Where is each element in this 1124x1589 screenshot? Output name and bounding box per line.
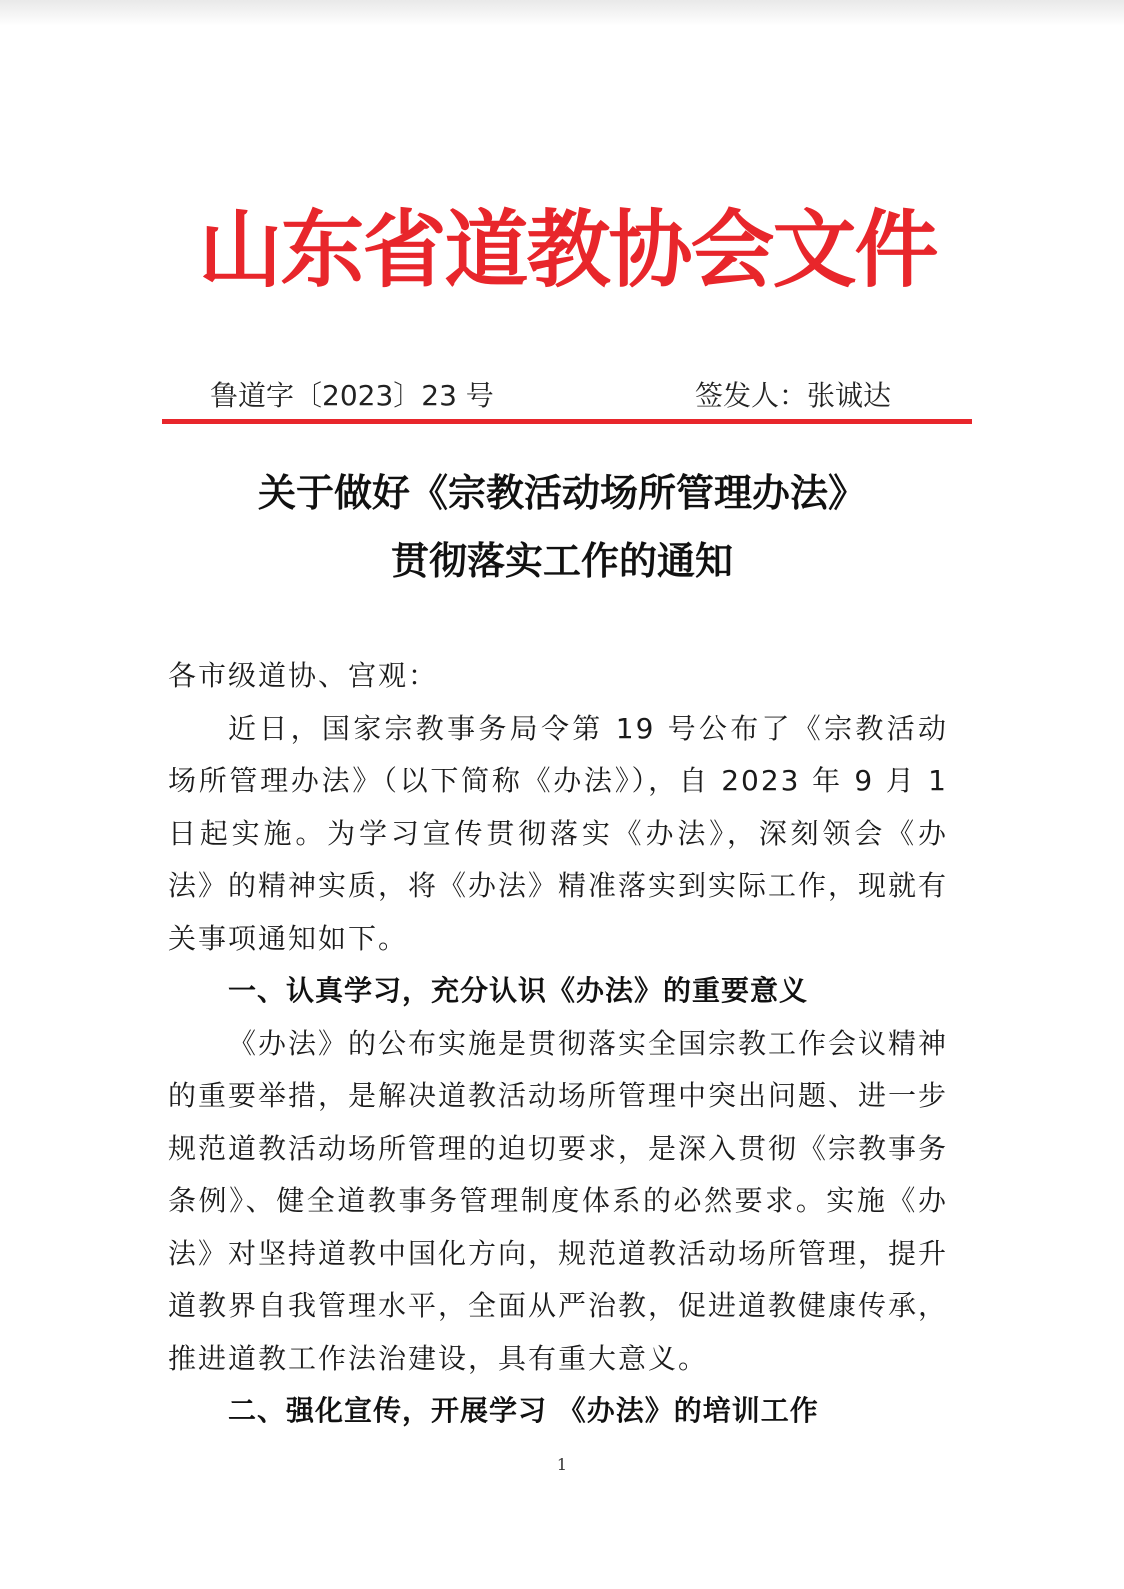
intro-paragraph: 近日，国家宗教事务局令第 19 号公布了《宗教活动场所管理办法》（以下简称《办法》），自 2023 年 9 月 1 日起实施。为学习宣传贯彻落实《办法》，深刻领会《办法》的精神实质，将《办法》精准落实到实际工作，现就有关事项通知如下。 xyxy=(168,711,949,955)
document-body xyxy=(168,650,948,1438)
section-1-paragraph: 《办法》的公布实施是贯彻落实全国宗教工作会议精神的重要举措，是解决道教活动场所管理中突出问题、进一步规范道教活动场所管理的迫切要求，是深入贯彻《宗教事务条例》、健全道教事务管理制度体系的必然要求。实施《办法》对坚持道教中国化方向，规范道教活动场所管理，提升道教界自我管理水平，全面从严治教，促进道教健康传承，推进道教工作法治建设，具有重大意义。 xyxy=(168,1026,949,1375)
org-header-title: 山东省道教协会文件 xyxy=(198,200,937,299)
document-title-line-2: 贯彻落实工作的通知 xyxy=(390,538,733,583)
section-1-heading: 一、认真学习，充分认识《办法》的重要意义 xyxy=(228,974,809,1007)
scan-edge xyxy=(0,0,1124,26)
issuer: 签发人：张诚达 xyxy=(695,379,892,412)
section-2-heading: 二、强化宣传，开展学习 《办法》的培训工作 xyxy=(228,1394,819,1427)
salutation: 各市级道协、宫观： xyxy=(168,659,439,692)
doc-number: 鲁道字〔2023〕23 号 xyxy=(210,379,494,412)
document-title-line-1: 关于做好《宗教活动场所管理办法》 xyxy=(257,470,866,515)
doc-number-row xyxy=(210,375,910,417)
page-number: 1 xyxy=(556,1455,568,1474)
red-divider xyxy=(162,419,972,424)
